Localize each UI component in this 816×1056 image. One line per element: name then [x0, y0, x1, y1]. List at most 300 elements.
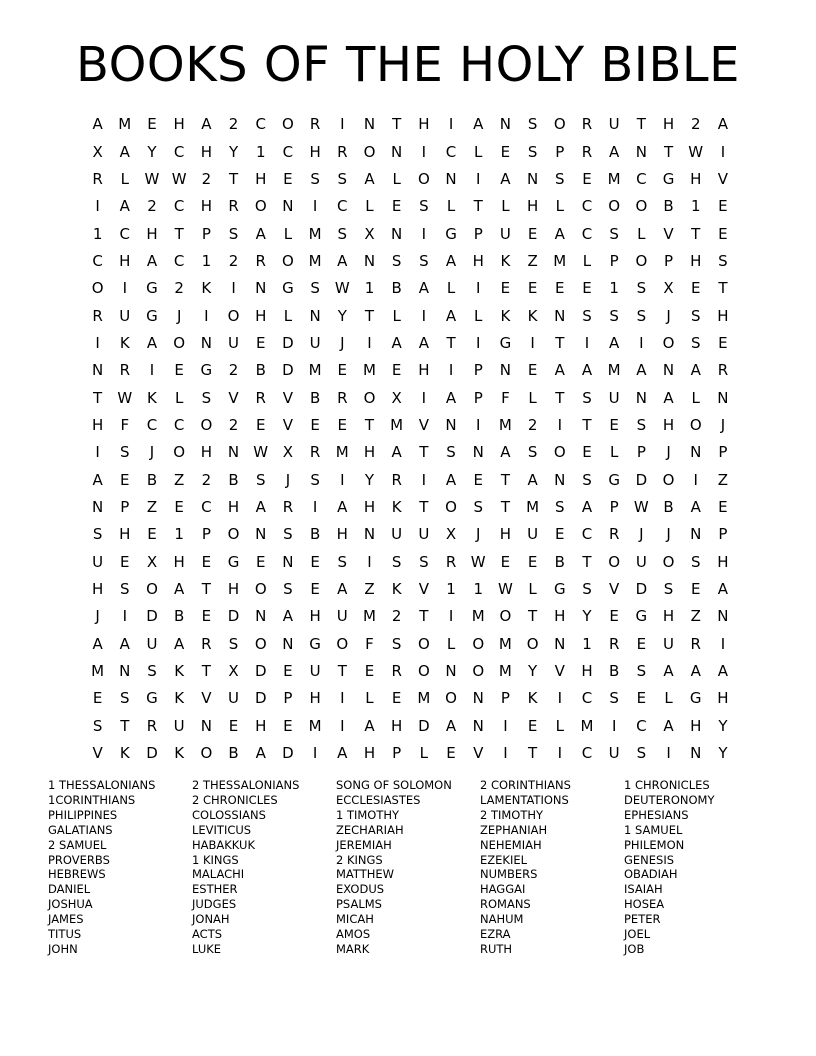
grid-letter[interactable]: E: [228, 716, 239, 735]
grid-letter[interactable]: I: [448, 607, 454, 626]
grid-letter[interactable]: W: [497, 580, 513, 599]
grid-letter[interactable]: H: [499, 525, 512, 544]
grid-letter[interactable]: S: [147, 662, 157, 681]
grid-letter[interactable]: A: [364, 169, 375, 188]
grid-letter[interactable]: U: [146, 634, 158, 653]
grid-letter[interactable]: A: [92, 634, 103, 653]
grid-letter[interactable]: I: [503, 744, 508, 763]
grid-letter[interactable]: A: [255, 497, 266, 516]
grid-letter[interactable]: R: [255, 388, 266, 407]
grid-letter[interactable]: N: [255, 525, 267, 544]
grid-letter[interactable]: V: [717, 169, 729, 188]
grid-letter[interactable]: A: [119, 142, 130, 161]
grid-letter[interactable]: Y: [364, 470, 375, 489]
grid-letter[interactable]: H: [662, 607, 675, 626]
grid-letter[interactable]: E: [364, 662, 375, 681]
grid-letter[interactable]: R: [608, 634, 620, 653]
grid-letter[interactable]: I: [421, 388, 427, 407]
grid-letter[interactable]: A: [663, 716, 674, 735]
grid-letter[interactable]: M: [308, 251, 322, 270]
grid-letter[interactable]: G: [282, 279, 294, 298]
grid-letter[interactable]: A: [255, 744, 266, 763]
grid-letter[interactable]: T: [636, 115, 646, 134]
grid-letter[interactable]: C: [282, 142, 294, 161]
grid-letter[interactable]: C: [636, 169, 647, 188]
grid-letter[interactable]: U: [418, 525, 430, 544]
grid-letter[interactable]: H: [91, 580, 104, 599]
grid-letter[interactable]: A: [364, 716, 375, 735]
grid-letter[interactable]: S: [446, 443, 456, 462]
grid-letter[interactable]: B: [309, 525, 321, 544]
grid-letter[interactable]: E: [446, 744, 456, 763]
grid-letter[interactable]: I: [122, 607, 127, 626]
grid-letter[interactable]: S: [636, 662, 647, 681]
grid-letter[interactable]: R: [581, 115, 593, 134]
grid-letter[interactable]: G: [227, 552, 240, 571]
grid-letter[interactable]: S: [636, 279, 647, 298]
grid-letter[interactable]: 2: [228, 251, 239, 270]
grid-letter[interactable]: P: [473, 361, 483, 380]
grid-letter[interactable]: H: [418, 361, 430, 380]
grid-letter[interactable]: G: [146, 306, 158, 325]
grid-letter[interactable]: I: [530, 333, 535, 352]
grid-letter[interactable]: C: [255, 115, 266, 134]
grid-letter[interactable]: V: [473, 744, 484, 763]
grid-letter[interactable]: E: [718, 197, 728, 216]
grid-letter[interactable]: D: [635, 470, 648, 489]
grid-letter[interactable]: N: [662, 361, 675, 380]
grid-letter[interactable]: A: [445, 251, 457, 270]
grid-letter[interactable]: N: [717, 388, 729, 407]
grid-letter[interactable]: E: [174, 361, 184, 380]
grid-letter[interactable]: S: [555, 169, 565, 188]
grid-letter[interactable]: H: [717, 552, 729, 571]
grid-letter[interactable]: N: [690, 443, 702, 462]
grid-letter[interactable]: L: [365, 197, 374, 216]
grid-letter[interactable]: O: [227, 525, 240, 544]
grid-letter[interactable]: E: [310, 415, 320, 434]
grid-letter[interactable]: A: [717, 662, 729, 681]
grid-letter[interactable]: H: [690, 251, 702, 270]
grid-letter[interactable]: F: [365, 634, 374, 653]
grid-letter[interactable]: G: [146, 689, 158, 708]
grid-letter[interactable]: L: [283, 306, 293, 325]
grid-letter[interactable]: A: [554, 361, 565, 380]
grid-letter[interactable]: T: [419, 497, 429, 516]
grid-letter[interactable]: N: [282, 552, 294, 571]
grid-letter[interactable]: M: [498, 634, 512, 653]
grid-letter[interactable]: X: [146, 552, 158, 571]
grid-letter[interactable]: K: [500, 251, 511, 270]
grid-letter[interactable]: O: [254, 634, 267, 653]
grid-letter[interactable]: S: [201, 388, 212, 407]
grid-letter[interactable]: B: [663, 497, 674, 516]
grid-letter[interactable]: S: [92, 716, 103, 735]
grid-letter[interactable]: E: [500, 279, 511, 298]
grid-letter[interactable]: A: [255, 224, 266, 243]
grid-letter[interactable]: I: [448, 115, 454, 134]
grid-letter[interactable]: U: [119, 306, 131, 325]
grid-letter[interactable]: 1: [255, 142, 266, 161]
grid-letter[interactable]: L: [120, 169, 129, 188]
grid-letter[interactable]: J: [285, 470, 291, 489]
grid-letter[interactable]: 2: [527, 415, 538, 434]
grid-letter[interactable]: F: [501, 388, 510, 407]
grid-letter[interactable]: E: [201, 607, 212, 626]
grid-letter[interactable]: I: [312, 744, 318, 763]
grid-letter[interactable]: W: [171, 169, 187, 188]
grid-letter[interactable]: D: [635, 580, 648, 599]
grid-letter[interactable]: S: [527, 443, 538, 462]
grid-letter[interactable]: H: [200, 197, 212, 216]
grid-letter[interactable]: I: [231, 279, 236, 298]
grid-letter[interactable]: Y: [337, 306, 347, 325]
grid-letter[interactable]: H: [173, 552, 185, 571]
grid-letter[interactable]: C: [581, 224, 593, 243]
grid-letter[interactable]: N: [200, 333, 212, 352]
grid-letter[interactable]: K: [391, 580, 402, 599]
grid-letter[interactable]: S: [310, 470, 320, 489]
grid-letter[interactable]: U: [499, 224, 511, 243]
grid-letter[interactable]: K: [119, 333, 130, 352]
grid-letter[interactable]: R: [391, 470, 402, 489]
grid-letter[interactable]: N: [227, 443, 240, 462]
grid-letter[interactable]: E: [527, 279, 538, 298]
grid-letter[interactable]: A: [445, 306, 457, 325]
grid-letter[interactable]: H: [363, 443, 376, 462]
grid-letter[interactable]: E: [92, 689, 103, 708]
grid-letter[interactable]: W: [144, 169, 160, 188]
grid-letter[interactable]: H: [227, 497, 240, 516]
grid-letter[interactable]: C: [445, 142, 457, 161]
grid-letter[interactable]: H: [363, 497, 376, 516]
grid-letter[interactable]: W: [470, 552, 486, 571]
grid-letter[interactable]: H: [391, 716, 403, 735]
grid-letter[interactable]: L: [446, 634, 456, 653]
grid-letter[interactable]: B: [309, 388, 321, 407]
grid-letter[interactable]: L: [174, 388, 184, 407]
grid-letter[interactable]: O: [336, 634, 349, 653]
grid-letter[interactable]: T: [582, 552, 592, 571]
grid-letter[interactable]: M: [308, 361, 322, 380]
grid-letter[interactable]: Z: [717, 470, 729, 489]
grid-letter[interactable]: M: [91, 662, 105, 681]
grid-letter[interactable]: B: [174, 607, 185, 626]
grid-letter[interactable]: H: [146, 224, 158, 243]
grid-letter[interactable]: T: [201, 662, 211, 681]
grid-letter[interactable]: I: [611, 716, 617, 735]
grid-letter[interactable]: S: [337, 224, 348, 243]
grid-letter[interactable]: U: [336, 607, 348, 626]
grid-letter[interactable]: P: [609, 497, 619, 516]
grid-letter[interactable]: L: [501, 197, 510, 216]
grid-letter[interactable]: B: [146, 470, 158, 489]
grid-letter[interactable]: I: [95, 197, 100, 216]
grid-letter[interactable]: G: [662, 169, 675, 188]
grid-letter[interactable]: N: [255, 607, 267, 626]
grid-letter[interactable]: E: [283, 169, 293, 188]
grid-letter[interactable]: S: [228, 224, 239, 243]
grid-letter[interactable]: R: [337, 142, 348, 161]
grid-letter[interactable]: E: [636, 634, 647, 653]
grid-letter[interactable]: S: [419, 552, 429, 571]
grid-letter[interactable]: S: [609, 689, 619, 708]
grid-letter[interactable]: A: [92, 115, 103, 134]
grid-letter[interactable]: W: [253, 443, 269, 462]
grid-letter[interactable]: R: [228, 197, 239, 216]
grid-letter[interactable]: A: [201, 115, 212, 134]
grid-letter[interactable]: S: [92, 525, 103, 544]
grid-letter[interactable]: I: [312, 197, 318, 216]
grid-letter[interactable]: S: [419, 197, 429, 216]
grid-letter[interactable]: O: [417, 634, 430, 653]
grid-letter[interactable]: E: [609, 415, 619, 434]
grid-letter[interactable]: U: [663, 634, 675, 653]
grid-letter[interactable]: C: [173, 415, 185, 434]
grid-letter[interactable]: C: [173, 197, 185, 216]
grid-letter[interactable]: S: [120, 689, 130, 708]
grid-letter[interactable]: M: [335, 443, 349, 462]
grid-letter[interactable]: H: [227, 580, 240, 599]
grid-letter[interactable]: 1: [92, 224, 103, 243]
grid-letter[interactable]: T: [663, 142, 674, 161]
grid-letter[interactable]: P: [120, 497, 130, 516]
grid-letter[interactable]: Y: [718, 744, 728, 763]
grid-letter[interactable]: S: [690, 552, 701, 571]
grid-letter[interactable]: N: [554, 634, 566, 653]
grid-letter[interactable]: C: [173, 251, 185, 270]
grid-letter[interactable]: M: [526, 497, 540, 516]
grid-letter[interactable]: A: [663, 662, 674, 681]
grid-letter[interactable]: L: [283, 224, 293, 243]
grid-letter[interactable]: R: [309, 115, 321, 134]
grid-letter[interactable]: K: [119, 744, 130, 763]
grid-letter[interactable]: N: [119, 662, 131, 681]
grid-letter[interactable]: I: [557, 744, 562, 763]
grid-letter[interactable]: O: [689, 415, 702, 434]
grid-letter[interactable]: N: [282, 634, 294, 653]
grid-letter[interactable]: B: [391, 279, 402, 298]
grid-letter[interactable]: P: [500, 689, 510, 708]
grid-letter[interactable]: R: [92, 306, 103, 325]
grid-letter[interactable]: C: [337, 197, 348, 216]
grid-letter[interactable]: 2: [201, 470, 212, 489]
grid-letter[interactable]: E: [283, 662, 293, 681]
grid-letter[interactable]: O: [553, 115, 566, 134]
grid-letter[interactable]: P: [718, 443, 728, 462]
grid-letter[interactable]: S: [582, 388, 592, 407]
grid-letter[interactable]: P: [636, 443, 646, 462]
grid-letter[interactable]: X: [663, 279, 674, 298]
grid-letter[interactable]: R: [282, 497, 294, 516]
grid-letter[interactable]: M: [390, 415, 404, 434]
grid-letter[interactable]: S: [663, 580, 674, 599]
grid-letter[interactable]: E: [283, 716, 293, 735]
grid-letter[interactable]: 2: [228, 415, 239, 434]
grid-letter[interactable]: H: [119, 251, 131, 270]
grid-letter[interactable]: L: [609, 443, 619, 462]
grid-letter[interactable]: L: [392, 306, 401, 325]
grid-letter[interactable]: N: [363, 525, 376, 544]
grid-letter[interactable]: A: [445, 470, 457, 489]
grid-letter[interactable]: O: [173, 333, 186, 352]
grid-letter[interactable]: N: [554, 306, 566, 325]
grid-letter[interactable]: H: [309, 689, 321, 708]
grid-letter[interactable]: A: [527, 470, 538, 489]
grid-letter[interactable]: D: [418, 716, 430, 735]
grid-letter[interactable]: A: [418, 333, 429, 352]
grid-letter[interactable]: K: [201, 279, 212, 298]
grid-letter[interactable]: L: [664, 689, 673, 708]
grid-letter[interactable]: T: [364, 306, 375, 325]
grid-letter[interactable]: E: [718, 333, 728, 352]
grid-letter[interactable]: O: [91, 279, 104, 298]
grid-letter[interactable]: C: [119, 224, 131, 243]
grid-letter[interactable]: N: [200, 716, 212, 735]
grid-letter[interactable]: J: [476, 525, 481, 544]
grid-letter[interactable]: T: [718, 279, 728, 298]
grid-letter[interactable]: S: [255, 470, 266, 489]
grid-letter[interactable]: H: [200, 443, 212, 462]
grid-letter[interactable]: B: [609, 662, 620, 681]
grid-letter[interactable]: A: [174, 634, 185, 653]
grid-letter[interactable]: A: [581, 361, 593, 380]
grid-letter[interactable]: V: [228, 388, 239, 407]
grid-letter[interactable]: H: [255, 169, 267, 188]
grid-letter[interactable]: U: [309, 333, 321, 352]
grid-letter[interactable]: I: [476, 415, 481, 434]
grid-letter[interactable]: Z: [690, 607, 701, 626]
grid-letter[interactable]: H: [662, 115, 675, 134]
grid-letter[interactable]: M: [607, 361, 621, 380]
grid-letter[interactable]: S: [690, 306, 701, 325]
grid-letter[interactable]: L: [446, 279, 456, 298]
grid-letter[interactable]: E: [690, 279, 701, 298]
grid-letter[interactable]: X: [228, 662, 239, 681]
grid-letter[interactable]: S: [310, 279, 320, 298]
grid-letter[interactable]: S: [419, 251, 429, 270]
grid-letter[interactable]: Z: [146, 497, 158, 516]
grid-letter[interactable]: A: [554, 224, 565, 243]
grid-letter[interactable]: M: [417, 689, 431, 708]
grid-letter[interactable]: T: [364, 415, 375, 434]
grid-letter[interactable]: E: [174, 497, 184, 516]
grid-letter[interactable]: S: [391, 251, 402, 270]
grid-letter[interactable]: N: [635, 142, 647, 161]
grid-letter[interactable]: E: [147, 115, 157, 134]
grid-letter[interactable]: N: [391, 224, 403, 243]
grid-letter[interactable]: A: [690, 662, 701, 681]
grid-letter[interactable]: I: [476, 169, 481, 188]
grid-letter[interactable]: B: [554, 552, 565, 571]
grid-letter[interactable]: O: [608, 552, 621, 571]
grid-letter[interactable]: H: [472, 251, 484, 270]
grid-letter[interactable]: I: [149, 361, 155, 380]
grid-letter[interactable]: W: [688, 142, 704, 161]
grid-letter[interactable]: V: [554, 662, 565, 681]
grid-letter[interactable]: X: [364, 224, 375, 243]
grid-letter[interactable]: T: [555, 388, 565, 407]
grid-letter[interactable]: O: [662, 333, 675, 352]
grid-letter[interactable]: T: [500, 470, 510, 489]
grid-letter[interactable]: N: [472, 689, 484, 708]
grid-letter[interactable]: S: [527, 142, 538, 161]
grid-letter[interactable]: R: [445, 552, 457, 571]
grid-letter[interactable]: C: [201, 497, 212, 516]
grid-letter[interactable]: K: [391, 497, 402, 516]
grid-letter[interactable]: H: [173, 115, 185, 134]
grid-letter[interactable]: A: [337, 580, 348, 599]
grid-letter[interactable]: A: [717, 115, 729, 134]
grid-letter[interactable]: S: [283, 580, 293, 599]
grid-letter[interactable]: O: [282, 251, 294, 270]
grid-letter[interactable]: H: [119, 525, 131, 544]
grid-letter[interactable]: N: [445, 169, 457, 188]
grid-letter[interactable]: E: [120, 470, 130, 489]
grid-letter[interactable]: T: [500, 497, 510, 516]
grid-letter[interactable]: A: [146, 251, 158, 270]
grid-letter[interactable]: I: [720, 142, 726, 161]
grid-letter[interactable]: A: [500, 443, 511, 462]
grid-letter[interactable]: C: [581, 525, 593, 544]
grid-letter[interactable]: 1: [609, 279, 619, 298]
grid-letter[interactable]: E: [120, 552, 130, 571]
grid-letter[interactable]: A: [119, 634, 130, 653]
grid-letter[interactable]: G: [445, 224, 457, 243]
grid-letter[interactable]: D: [282, 744, 294, 763]
grid-letter[interactable]: R: [717, 361, 729, 380]
grid-letter[interactable]: O: [662, 470, 675, 489]
grid-letter[interactable]: G: [689, 689, 702, 708]
grid-letter[interactable]: E: [718, 224, 728, 243]
grid-letter[interactable]: 1: [582, 634, 592, 653]
grid-letter[interactable]: K: [527, 689, 538, 708]
grid-letter[interactable]: D: [146, 744, 158, 763]
grid-letter[interactable]: J: [95, 607, 100, 626]
grid-letter[interactable]: Z: [364, 580, 375, 599]
grid-letter[interactable]: 1: [364, 279, 375, 298]
grid-letter[interactable]: C: [636, 716, 647, 735]
grid-letter[interactable]: U: [228, 689, 240, 708]
grid-letter[interactable]: H: [200, 142, 212, 161]
grid-letter[interactable]: T: [473, 197, 483, 216]
grid-letter[interactable]: H: [690, 716, 702, 735]
grid-letter[interactable]: I: [95, 333, 100, 352]
grid-letter[interactable]: P: [473, 388, 483, 407]
grid-letter[interactable]: U: [228, 333, 240, 352]
grid-letter[interactable]: E: [337, 361, 348, 380]
grid-letter[interactable]: U: [635, 552, 647, 571]
grid-letter[interactable]: R: [581, 142, 593, 161]
grid-letter[interactable]: I: [503, 716, 508, 735]
grid-letter[interactable]: O: [417, 662, 430, 681]
grid-letter[interactable]: C: [92, 251, 103, 270]
grid-letter[interactable]: L: [528, 580, 537, 599]
grid-letter[interactable]: H: [526, 197, 539, 216]
grid-letter[interactable]: L: [419, 744, 429, 763]
grid-letter[interactable]: 1: [446, 580, 456, 599]
grid-letter[interactable]: G: [553, 580, 566, 599]
grid-letter[interactable]: K: [500, 306, 511, 325]
grid-letter[interactable]: H: [554, 607, 566, 626]
grid-letter[interactable]: U: [608, 744, 620, 763]
grid-letter[interactable]: U: [608, 388, 620, 407]
grid-letter[interactable]: P: [201, 224, 211, 243]
grid-letter[interactable]: E: [690, 580, 701, 599]
grid-letter[interactable]: S: [636, 415, 647, 434]
grid-letter[interactable]: D: [146, 607, 158, 626]
grid-letter[interactable]: I: [448, 361, 454, 380]
